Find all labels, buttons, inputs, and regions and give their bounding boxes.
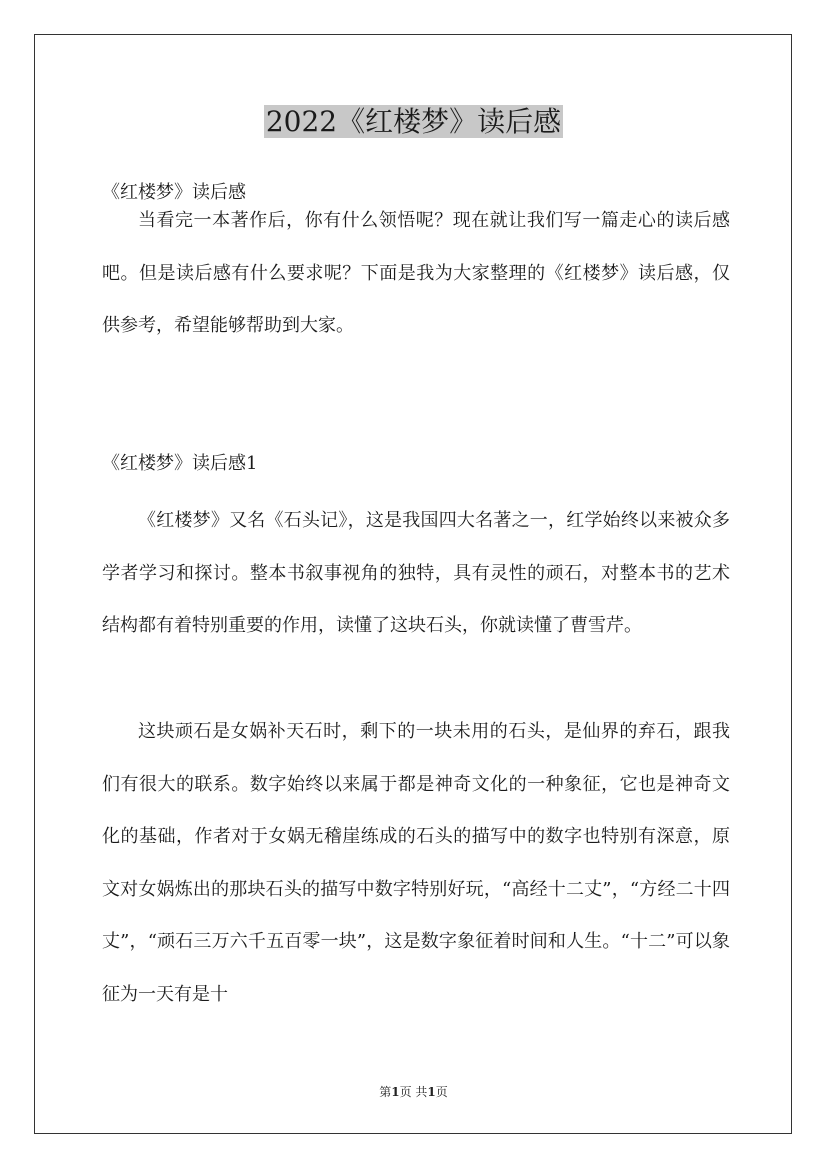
- footer-page-number: 1: [391, 1085, 400, 1099]
- intro-paragraph: 当看完一本著作后，你有什么领悟呢？现在就让我们写一篇走心的读后感吧。但是读后感有什么要求呢？下面是我为大家整理的《红楼梦》读后感，仅供参考，希望能够帮助到大家。: [102, 210, 730, 336]
- document-title: [0, 102, 827, 142]
- page-footer: [0, 1083, 827, 1101]
- footer-page-mid: 页 共: [399, 1085, 428, 1099]
- document-subtitle: 《红楼梦》读后感: [102, 182, 246, 203]
- section-heading: 《红楼梦》读后感1: [102, 453, 258, 474]
- body-paragraph-1: 《红楼梦》又名《石头记》，这是我国四大名著之一，红学始终以来被众多学者学习和探讨。整本书叙事视角的独特，具有灵性的顽石，对整本书的艺术结构都有着特别重要的作用，读懂了这块石头，你就读懂了曹雪芹。: [102, 510, 730, 636]
- body-paragraph-2: 这块顽石是女娲补天石时，剩下的一块未用的石头，是仙界的弃石，跟我们有很大的联系。数字始终以来属于都是神奇文化的一种象征，它也是神奇文化的基础，作者对于女娲无稽崖练成的石头的描写中的数字也特别有深意，原文对女娲炼出的那块石头的描写中数字特别好玩，“高经十二丈”，“方经二十四丈”，“顽石三万六千五百零一块”，这是数字象征着时间和人生。“十二”可以象征为一天有是十: [102, 721, 730, 1005]
- footer-page-prefix: 第: [379, 1085, 392, 1099]
- document-title-text: 2022《红楼梦》读后感: [265, 105, 562, 138]
- footer-page-total: 1: [427, 1085, 436, 1099]
- footer-page-suffix: 页: [435, 1085, 448, 1099]
